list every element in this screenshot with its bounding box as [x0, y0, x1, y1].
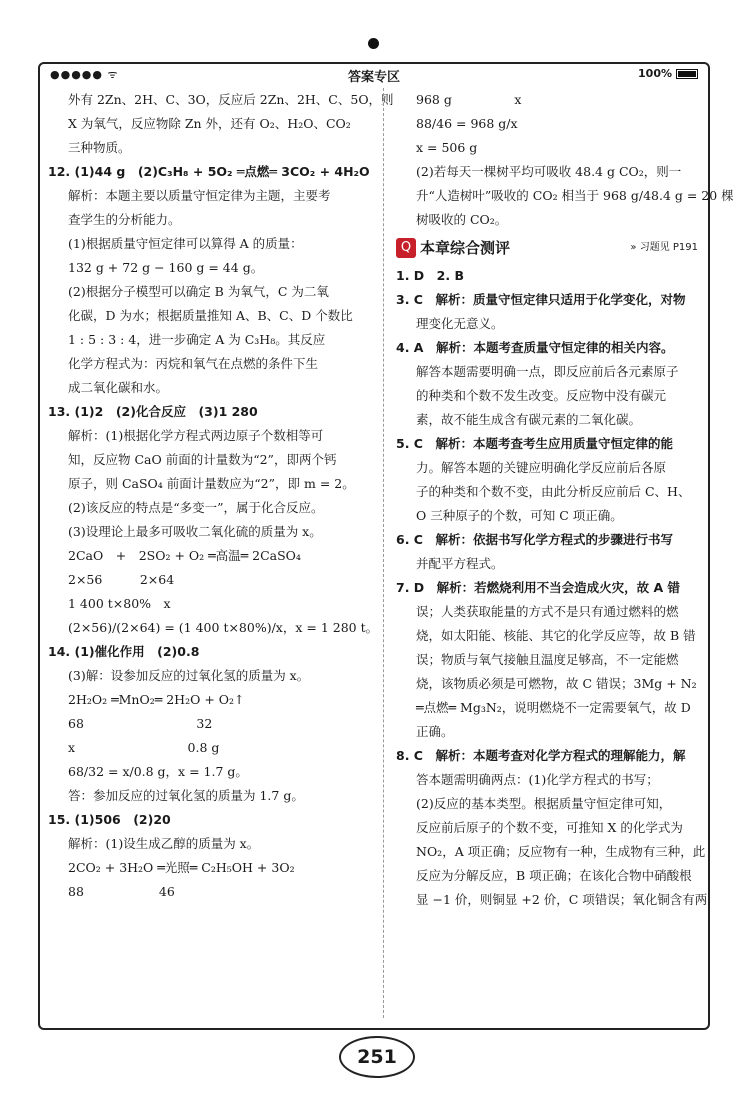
text-line: 1 : 5 : 3 : 4，进一步确定 A 为 C₃H₈。其反应 [68, 332, 326, 347]
right-bottom-content [396, 264, 708, 912]
text-line: 2CO₂ + 3H₂O ═光照═ C₂H₅OH + 3O₂ [68, 860, 295, 875]
text-line: 68/32 = x/0.8 g，x = 1.7 g。 [68, 764, 248, 779]
text-line: (2)该反应的特点是“多变一”，属于化合反应。 [68, 500, 324, 515]
text-line: 2×56 2×64 [68, 572, 175, 587]
text-line: (2×56)/(2×64) = (1 400 t×80%)/x，x = 1 280 t。 [68, 620, 379, 635]
text-line: 7. D 解析：若燃烧利用不当会造成火灾，故 A 错 [396, 580, 681, 595]
text-line: 三种物质。 [68, 140, 131, 155]
text-line: 力。解答本题的关键应明确化学反应前后各原 [416, 460, 667, 475]
text-line: 树吸收的 CO₂。 [416, 212, 508, 227]
text-line: 答：参加反应的过氧化氢的质量为 1.7 g。 [68, 788, 304, 803]
text-line: 并配平方程式。 [416, 556, 504, 571]
text-line: 解析：本题主要以质量守恒定律为主题，主要考 [68, 188, 331, 203]
battery-indicator [638, 67, 698, 80]
text-line: 14. (1)催化作用 (2)0.8 [48, 644, 200, 659]
right-top-content [396, 88, 734, 232]
text-line: 2H₂O₂ ═MnO₂═ 2H₂O + O₂↑ [68, 692, 245, 707]
text-line: 升“人造树叶”吸收的 CO₂ 相当于 968 g/48.4 g = 20 棵 [416, 188, 734, 203]
column-divider [383, 88, 384, 1018]
text-line: 误；人类获取能量的方式不是只有通过燃料的燃 [416, 604, 679, 619]
text-line: 反应为分解反应，B 项正确；在该化合物中硝酸根 [416, 868, 692, 883]
text-line: 12. (1)44 g (2)C₃H₈ + 5O₂ ═点燃═ 3CO₂ + 4H₂O [48, 164, 370, 179]
text-line: 烧，如太阳能、核能、其它的化学反应等，故 B 错 [416, 628, 696, 643]
device-screen [38, 62, 734, 1030]
text-line: 反应前后原子的个数不变，可推知 X 的化学式为 [416, 820, 683, 835]
text-line: 解析：(1)设生成乙醇的质量为 x。 [68, 836, 260, 851]
text-line: (2)根据分子模型可以确定 B 为氧气，C 为二氧 [68, 284, 329, 299]
text-line: 8. C 解析：本题考查对化学方程式的理解能力，解 [396, 748, 686, 763]
text-line: 素，故不能生成含有碳元素的二氧化碳。 [416, 412, 642, 427]
text-line: 外有 2Zn、2H、C、3O，反应后 2Zn、2H、C、5O，则 [68, 92, 394, 107]
text-line: (3)设理论上最多可吸收二氧化硫的质量为 x。 [68, 524, 322, 539]
left-column [48, 88, 394, 904]
text-line: 13. (1)2 (2)化合反应 (3)1 280 [48, 404, 258, 419]
text-line: 误；物质与氧气接触且温度足够高，不一定能燃 [416, 652, 679, 667]
text-line: 1. D 2. B [396, 268, 464, 283]
text-line: 化碳，D 为水；根据质量推知 A、B、C、D 个数比 [68, 308, 353, 323]
exercise-reference: » 习题见 P191 [630, 242, 698, 253]
right-column [396, 88, 734, 912]
text-line: 正确。 [416, 724, 454, 739]
text-line: 15. (1)506 (2)20 [48, 812, 171, 827]
text-line: 化学方程式为：丙烷和氧气在点燃的条件下生 [68, 356, 319, 371]
camera-dot [368, 38, 379, 49]
text-line: 解析：(1)根据化学方程式两边原子个数相等可 [68, 428, 324, 443]
text-line: 968 g x [416, 92, 522, 107]
text-line: (1)根据质量守恒定律可以算得 A 的质量： [68, 236, 303, 251]
text-line: 理变化无意义。 [416, 316, 504, 331]
search-icon: Q [396, 238, 416, 258]
text-line: 3. C 解析：质量守恒定律只适用于化学变化，对物 [396, 292, 686, 307]
text-line: x = 506 g [416, 140, 478, 155]
text-line: 6. C 解析：依据书写化学方程式的步骤进行书写 [396, 532, 673, 547]
page-number: 251 [339, 1036, 415, 1078]
text-line: 显 −1 价，则铜显 +2 价，C 项错误；氧化铜含有两 [416, 892, 708, 907]
text-line: 88 46 [68, 884, 175, 899]
status-bar [40, 64, 708, 84]
text-line: 答本题需明确两点：(1)化学方程式的书写； [416, 772, 659, 787]
text-line: X 为氧气，反应物除 Zn 外，还有 O₂、H₂O、CO₂ [68, 116, 351, 131]
text-line: (3)解：设参加反应的过氧化氢的质量为 x。 [68, 668, 310, 683]
text-line: x 0.8 g [68, 740, 220, 755]
text-line: ═点燃═ Mg₃N₂，说明燃烧不一定需要氧气，故 D [416, 700, 691, 715]
battery-icon [676, 69, 698, 79]
section-header [396, 236, 698, 260]
text-line: 132 g + 72 g − 160 g = 44 g。 [68, 260, 264, 275]
text-line: O 三种原子的个数，可知 C 项正确。 [416, 508, 623, 523]
text-line: 烧，该物质必须是可燃物，故 C 错误；3Mg + N₂ [416, 676, 697, 691]
text-line: 成二氧化碳和水。 [68, 380, 169, 395]
text-line: 原子，则 CaSO₄ 前面计量数应为“2”，即 m = 2。 [68, 476, 355, 491]
status-title: 答案专区 [347, 70, 400, 85]
text-line: 查学生的分析能力。 [68, 212, 181, 227]
text-line: 解答本题需要明确一点，即反应前后各元素原子 [416, 364, 679, 379]
text-line: 知，反应物 CaO 前面的计量数为“2”，即两个钙 [68, 452, 337, 467]
text-line: 88/46 = 968 g/x [416, 116, 518, 131]
text-line: 5. C 解析：本题考查考生应用质量守恒定律的能 [396, 436, 673, 451]
signal-icon: ●●●●● ᯤ [50, 68, 119, 81]
text-line: 子的种类和个数不变，由此分析反应前后 C、H、 [416, 484, 691, 499]
text-line: 1 400 t×80% x [68, 596, 171, 611]
text-line: 2CaO + 2SO₂ + O₂ ═高温═ 2CaSO₄ [68, 548, 301, 563]
text-line: (2)若每天一棵树平均可吸收 48.4 g CO₂，则一 [416, 164, 682, 179]
section-title: 本章综合测评 [420, 239, 511, 257]
text-line: (2)反应的基本类型。根据质量守恒定律可知， [416, 796, 672, 811]
text-line: 4. A 解析：本题考查质量守恒定律的相关内容。 [396, 340, 674, 355]
text-line: NO₂，A 项正确；反应物有一种，生成物有三种，此 [416, 844, 706, 859]
battery-percent: 100% [638, 67, 672, 80]
text-line: 的种类和个数不发生改变。反应物中没有碳元 [416, 388, 667, 403]
text-line: 68 32 [68, 716, 213, 731]
